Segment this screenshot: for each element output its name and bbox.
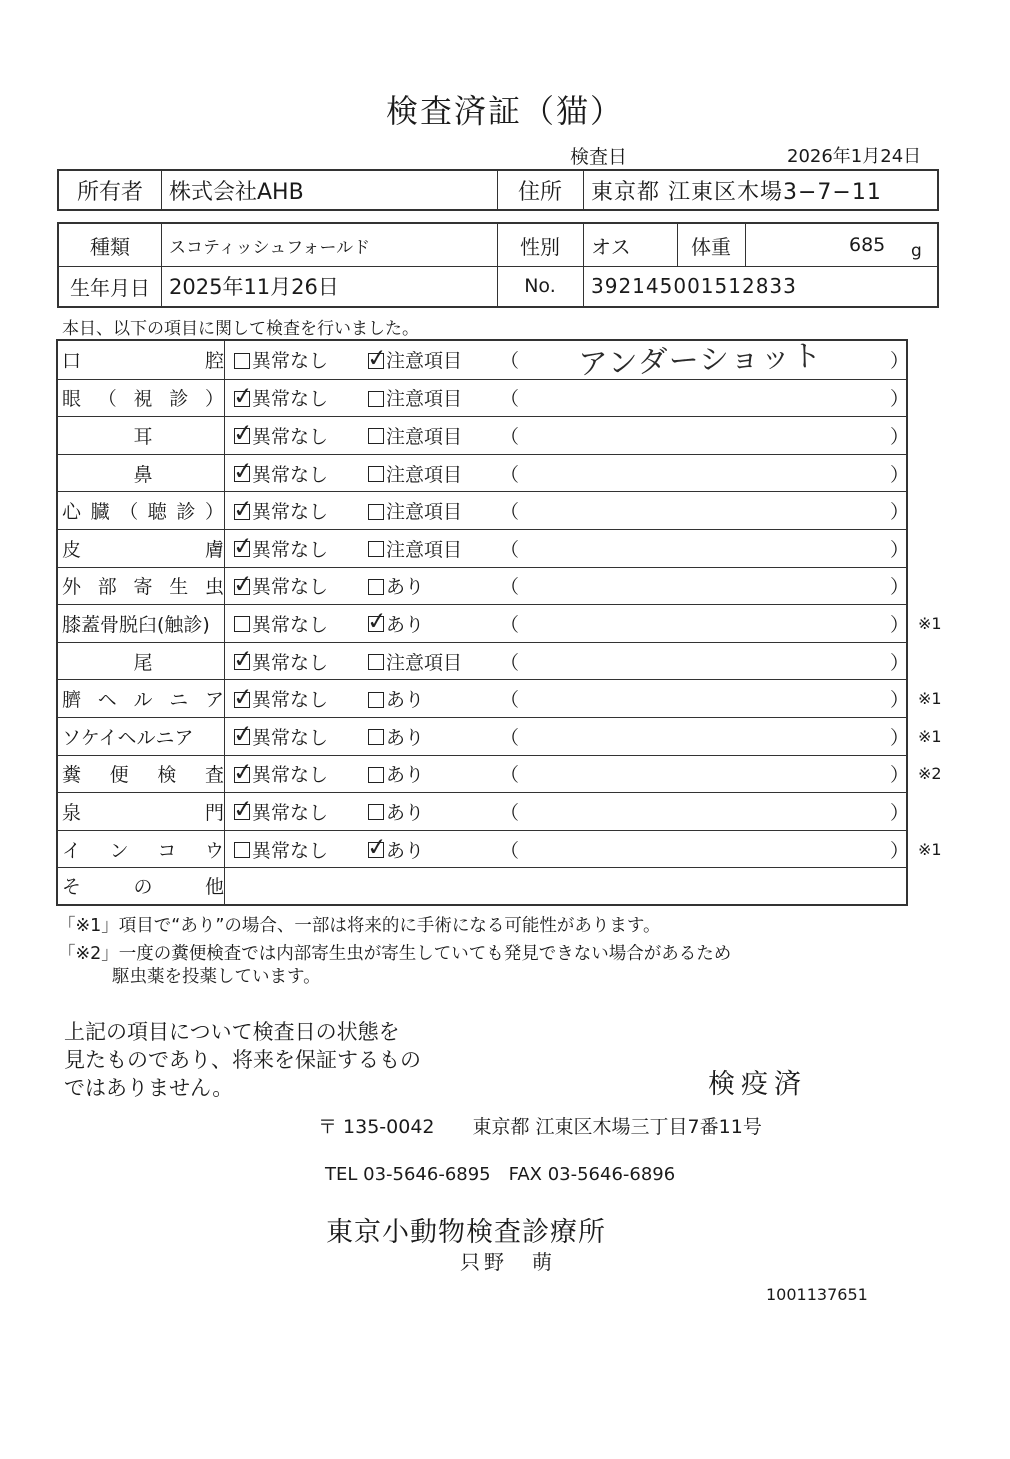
paren-close: ） xyxy=(890,388,910,411)
inspection-row xyxy=(58,830,942,868)
row-label-char: イ xyxy=(62,839,82,862)
checkbox[interactable] xyxy=(231,380,255,411)
inspection-row-other xyxy=(58,867,906,903)
row-label xyxy=(62,643,224,680)
inspection-row xyxy=(58,491,910,529)
option-label: 異常なし xyxy=(252,538,329,561)
paren-open: （ xyxy=(500,689,520,712)
paren-close: ） xyxy=(890,350,910,373)
exam-date-label: 検査日 xyxy=(570,146,628,168)
inspection-row xyxy=(58,642,910,680)
paren-open: （ xyxy=(500,538,520,561)
inspection-row xyxy=(58,379,910,417)
row-label-char: 診 xyxy=(169,388,189,411)
option-normal xyxy=(231,530,329,567)
checkbox[interactable] xyxy=(231,456,255,487)
option-label: 異常なし xyxy=(252,388,329,411)
row-label-char: 部 xyxy=(97,576,117,599)
row-label xyxy=(62,341,224,379)
statement-line: ではありません。 xyxy=(64,1076,234,1100)
inspection-row xyxy=(58,454,910,492)
option-normal xyxy=(231,568,329,605)
breed-label: 種類 xyxy=(90,234,130,259)
option-flag xyxy=(368,643,462,680)
row-label-char: （ xyxy=(119,501,139,524)
paren-open: （ xyxy=(500,388,520,411)
paren-open: （ xyxy=(500,801,520,824)
row-label-char: ン xyxy=(109,839,129,862)
check-mark-icon: ✓ xyxy=(231,794,255,825)
contact-numbers: TEL 03-5646-6895 FAX 03-5646-6896 xyxy=(325,1164,676,1185)
inspection-row xyxy=(58,717,942,755)
row-label xyxy=(62,492,224,529)
checkbox[interactable] xyxy=(368,541,384,557)
footnote-ref: ※1 xyxy=(918,613,942,633)
breed-value: スコティッシュフォールド xyxy=(169,237,371,258)
option-flag xyxy=(368,417,462,454)
checkbox[interactable] xyxy=(234,353,250,369)
option-label: 異常なし xyxy=(252,801,329,824)
row-label xyxy=(62,530,224,567)
paren-open: （ xyxy=(500,726,520,749)
paren-open: （ xyxy=(500,350,520,373)
option-label: あり xyxy=(386,764,425,787)
paren-open: （ xyxy=(500,501,520,524)
option-flag xyxy=(368,680,424,717)
paren-open: （ xyxy=(500,764,520,787)
check-mark-icon: ✓ xyxy=(231,756,255,787)
inspection-row xyxy=(58,416,910,454)
checkbox[interactable] xyxy=(231,681,255,712)
option-normal xyxy=(231,680,329,717)
row-label-char: （ xyxy=(97,388,117,411)
row-label xyxy=(62,455,224,492)
checkbox[interactable] xyxy=(368,692,384,708)
checkbox[interactable] xyxy=(365,342,389,373)
option-flag xyxy=(368,492,462,529)
row-label-char: 視 xyxy=(133,388,153,411)
option-label: 異常なし xyxy=(252,764,329,787)
row-label-char: ） xyxy=(204,388,224,411)
row-label-char: 臍 xyxy=(62,689,82,712)
page-title: 検査済証（猫） xyxy=(385,92,624,130)
checkbox[interactable] xyxy=(231,568,255,599)
address-value: 東京都 江東区木場3−7−11 xyxy=(591,179,882,205)
check-mark-icon: ✓ xyxy=(365,342,389,373)
option-label: 異常なし xyxy=(252,651,329,674)
quarantine-stamp: 検疫済 xyxy=(708,1069,807,1100)
option-flag xyxy=(368,756,424,793)
row-label-char: 生 xyxy=(169,576,189,599)
check-mark-icon: ✓ xyxy=(231,681,255,712)
checkbox[interactable] xyxy=(231,493,255,524)
disclaimer-statement xyxy=(64,1018,421,1102)
check-mark-icon: ✓ xyxy=(231,493,255,524)
check-mark-icon: ✓ xyxy=(231,380,255,411)
checkbox[interactable] xyxy=(231,756,255,787)
checkbox[interactable] xyxy=(365,832,389,863)
row-label xyxy=(62,868,224,903)
no-label: No. xyxy=(524,275,556,297)
footnote-ref: ※1 xyxy=(918,839,942,859)
row-label-char: 膚 xyxy=(204,538,224,561)
checkbox[interactable] xyxy=(234,842,250,858)
option-label: 注意項目 xyxy=(386,651,463,674)
clinic-address xyxy=(318,1112,762,1139)
option-label: あり xyxy=(386,801,425,824)
paren-close: ） xyxy=(890,801,910,824)
paren-open: （ xyxy=(500,651,520,674)
pet-box xyxy=(57,222,939,308)
inspection-row xyxy=(58,529,910,567)
option-flag xyxy=(368,793,424,830)
option-normal xyxy=(231,380,329,417)
option-flag xyxy=(365,341,463,379)
row-label-char: 外 xyxy=(62,576,82,599)
row-label-char: 聴 xyxy=(147,501,167,524)
paren-close: ） xyxy=(890,501,910,524)
row-label-char: ア xyxy=(204,689,224,712)
option-normal xyxy=(231,492,329,529)
option-label: 異常なし xyxy=(252,576,329,599)
check-mark-icon: ✓ xyxy=(365,832,389,863)
clinic-name: 東京小動物検査診療所 xyxy=(326,1217,606,1248)
checkbox[interactable] xyxy=(231,644,255,675)
paren-close: ） xyxy=(890,613,910,636)
option-normal xyxy=(231,718,329,755)
street-address: 東京都 江東区木場三丁目7番11号 xyxy=(472,1116,762,1138)
paren-close: ） xyxy=(890,689,910,712)
paren-close: ） xyxy=(890,726,910,749)
checkbox[interactable] xyxy=(368,504,384,520)
option-label: あり xyxy=(386,576,425,599)
checkbox[interactable] xyxy=(368,767,384,783)
option-label: 異常なし xyxy=(252,350,329,373)
checkbox[interactable] xyxy=(368,729,384,745)
exam-date-value: 2026年1月24日 xyxy=(787,146,922,167)
option-label: あり xyxy=(386,613,425,636)
check-mark-icon: ✓ xyxy=(231,456,255,487)
check-mark-icon: ✓ xyxy=(231,531,255,562)
row-label-char: 心 xyxy=(62,501,82,524)
check-mark-icon: ✓ xyxy=(231,568,255,599)
option-label: 注意項目 xyxy=(386,538,463,561)
paren-close: ） xyxy=(890,538,910,561)
checkbox[interactable] xyxy=(368,804,384,820)
checkbox[interactable] xyxy=(234,616,250,632)
option-label: 注意項目 xyxy=(386,425,463,448)
row-label-char: ニ xyxy=(169,689,189,712)
row-label-text: ソケイヘルニア xyxy=(62,726,194,749)
checkbox[interactable] xyxy=(368,391,384,407)
checkbox[interactable] xyxy=(231,794,255,825)
checkbox[interactable] xyxy=(231,531,255,562)
row-label-char: 耳 xyxy=(133,425,153,448)
row-label xyxy=(62,831,224,868)
row-label xyxy=(62,756,224,793)
owner-box xyxy=(57,169,939,211)
address-label: 住所 xyxy=(517,179,562,205)
check-mark-icon: ✓ xyxy=(231,719,255,750)
weight-unit: g xyxy=(911,241,922,261)
row-label-char: 寄 xyxy=(133,576,153,599)
inspection-row xyxy=(58,792,910,830)
row-label-char: 泉 xyxy=(62,801,82,824)
option-label: 異常なし xyxy=(252,839,329,862)
option-flag xyxy=(368,718,424,755)
check-mark-icon: ✓ xyxy=(231,644,255,675)
checkbox[interactable] xyxy=(368,466,384,482)
row-label-char: 皮 xyxy=(62,538,82,561)
checkbox[interactable] xyxy=(368,579,384,595)
owner-label: 所有者 xyxy=(76,179,143,205)
handwritten-comment: アンダーショット xyxy=(577,338,824,383)
weight-value: 685 xyxy=(849,234,886,256)
paren-open: （ xyxy=(500,463,520,486)
inspection-row xyxy=(58,679,942,717)
statement-line: 上記の項目について検査日の状態を xyxy=(64,1020,400,1044)
paren-close: ） xyxy=(890,463,910,486)
paren-close: ） xyxy=(890,839,910,862)
option-normal xyxy=(234,605,328,642)
option-label: 異常なし xyxy=(252,689,329,712)
paren-close: ） xyxy=(890,651,910,674)
postal-code: 〒 135-0042 xyxy=(318,1116,435,1138)
checkbox[interactable] xyxy=(231,418,255,449)
row-label-char: 口 xyxy=(62,350,82,373)
option-flag xyxy=(368,530,462,567)
row-label-char: 眼 xyxy=(62,388,82,411)
row-label xyxy=(62,605,224,642)
dob-value: 2025年11月26日 xyxy=(169,275,339,299)
row-label xyxy=(62,793,224,830)
option-label: あり xyxy=(386,726,425,749)
option-label: 注意項目 xyxy=(386,350,463,373)
paren-close: ） xyxy=(890,425,910,448)
option-flag xyxy=(365,605,425,642)
option-normal xyxy=(231,643,329,680)
row-label-text: 膝蓋骨脱臼(触診) xyxy=(62,613,210,636)
option-label: 注意項目 xyxy=(386,388,463,411)
option-label: 異常なし xyxy=(252,613,329,636)
option-normal xyxy=(234,341,328,379)
row-label xyxy=(62,568,224,605)
option-flag xyxy=(368,380,462,417)
paren-close: ） xyxy=(890,764,910,787)
row-label xyxy=(62,718,224,755)
inspection-row xyxy=(58,567,910,605)
paren-open: （ xyxy=(500,839,520,862)
row-label-char: ヘ xyxy=(97,689,117,712)
option-label: 注意項目 xyxy=(386,501,463,524)
row-label xyxy=(62,680,224,717)
row-label-char: ル xyxy=(133,689,153,712)
option-normal xyxy=(231,756,329,793)
row-label-char: 虫 xyxy=(204,576,224,599)
sex-value: オス xyxy=(591,234,631,259)
row-label-char: ウ xyxy=(204,839,224,862)
row-label-char: 鼻 xyxy=(133,463,153,486)
option-label: 異常なし xyxy=(252,726,329,749)
row-label-char: の xyxy=(133,876,153,899)
footnote-2-line-2: 駆虫薬を投薬しています。 xyxy=(112,967,321,987)
option-flag xyxy=(368,568,424,605)
sex-label: 性別 xyxy=(520,234,560,259)
option-label: あり xyxy=(386,689,425,712)
row-label-char: 臓 xyxy=(90,501,110,524)
footnote-ref: ※1 xyxy=(918,689,942,709)
row-label-char: 便 xyxy=(109,764,129,787)
paren-close: ） xyxy=(890,576,910,599)
check-mark-icon: ✓ xyxy=(365,606,389,637)
option-label: 注意項目 xyxy=(386,463,463,486)
option-normal xyxy=(231,455,329,492)
row-label-char: 他 xyxy=(204,876,224,899)
option-normal xyxy=(231,793,329,830)
option-flag xyxy=(368,455,462,492)
checkbox[interactable] xyxy=(368,654,384,670)
row-label-char: 腔 xyxy=(204,350,224,373)
option-normal xyxy=(234,831,328,868)
row-label-char: 門 xyxy=(204,801,224,824)
row-label-char: 糞 xyxy=(62,764,82,787)
check-mark-icon: ✓ xyxy=(231,418,255,449)
inspection-table xyxy=(56,338,942,906)
option-label: 異常なし xyxy=(252,501,329,524)
option-label: あり xyxy=(386,839,425,862)
option-label: 異常なし xyxy=(252,425,329,448)
footnote-ref: ※2 xyxy=(918,764,942,784)
inspection-row xyxy=(58,604,942,642)
no-value: 392145001512833 xyxy=(591,274,797,298)
checkbox[interactable] xyxy=(368,428,384,444)
checkbox[interactable] xyxy=(365,606,389,637)
row-label-char: 尾 xyxy=(133,651,153,674)
weight-label: 体重 xyxy=(691,234,731,259)
row-label-char: 査 xyxy=(204,764,224,787)
dob-label: 生年月日 xyxy=(70,275,150,300)
row-label-char: ） xyxy=(204,501,224,524)
row-label-char: 検 xyxy=(157,764,177,787)
owner-value: 株式会社AHB xyxy=(169,179,304,205)
option-flag xyxy=(365,831,425,868)
paren-open: （ xyxy=(500,613,520,636)
row-label xyxy=(62,380,224,417)
option-normal xyxy=(231,417,329,454)
footnote-ref: ※1 xyxy=(918,726,942,746)
row-label-char: そ xyxy=(62,876,82,899)
statement-line: 見たものであり、将来を保証するもの xyxy=(64,1048,421,1072)
footnote-2-line-1: 「※2」一度の糞便検査では内部寄生虫が寄生していても発見できない場合があるため xyxy=(58,944,732,964)
veterinarian-name: 只野 萌 xyxy=(460,1250,556,1274)
intro-text: 本日、以下の項目に関して検査を行いました。 xyxy=(62,319,419,339)
paren-open: （ xyxy=(500,576,520,599)
checkbox[interactable] xyxy=(231,719,255,750)
inspection-row xyxy=(58,338,910,383)
row-label xyxy=(62,417,224,454)
serial-number: 1001137651 xyxy=(766,1285,868,1304)
row-label-char: コ xyxy=(157,839,177,862)
footnote-1: 「※1」項目で“あり”の場合、一部は将来的に手術になる可能性があります。 xyxy=(58,916,661,936)
option-label: 異常なし xyxy=(252,463,329,486)
paren-open: （ xyxy=(500,425,520,448)
inspection-row xyxy=(58,755,942,793)
row-label-char: 診 xyxy=(176,501,196,524)
